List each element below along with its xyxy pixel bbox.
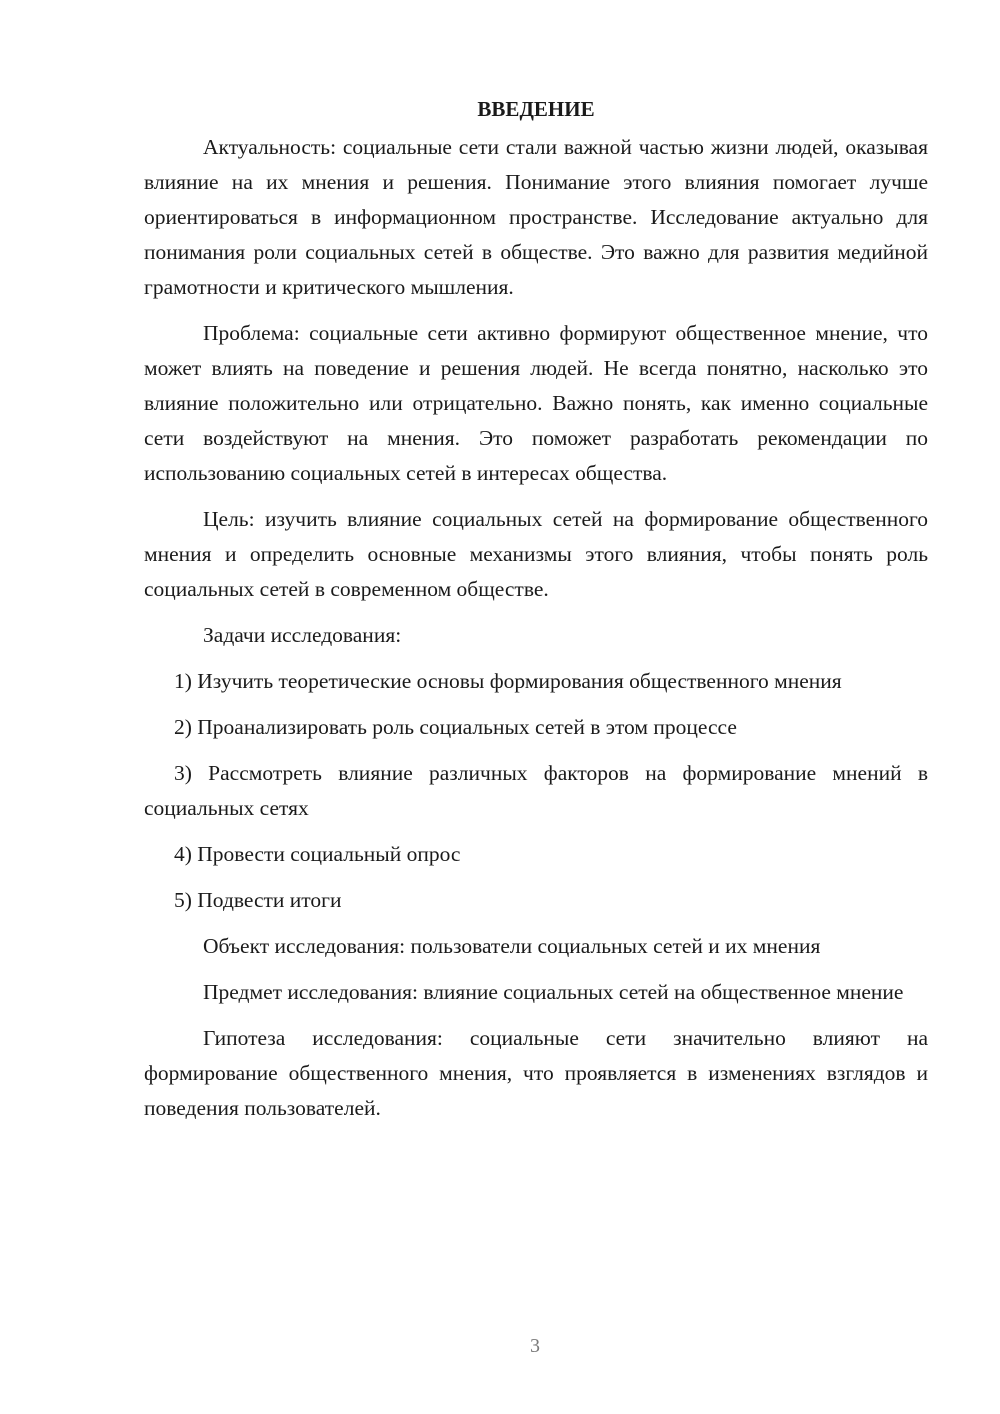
object-paragraph: Объект исследования: пользователи социальных сетей и их мнения bbox=[203, 934, 821, 958]
tasks-heading: Задачи исследования: bbox=[203, 623, 402, 647]
relevance-paragraph: Актуальность: социальные сети стали важной частью жизни людей, оказывая влияние на их мнения и решения. Понимание этого влияния помогает лучше ориентироваться в информационном пространстве. Исследование актуально для понимания роли социальных сетей в обществе. Это важно для развития медийной грамотности и критического мышления. bbox=[144, 135, 928, 299]
hypothesis-paragraph: Гипотеза исследования: социальные сети значительно влияют на формирование общественного мнения, что проявляется в изменениях взглядов и поведения пользователей. bbox=[144, 1026, 928, 1120]
task-item-3: 3) Рассмотреть влияние различных факторов на формирование мнений в социальных сетях bbox=[144, 761, 928, 820]
task-item-1: 1) Изучить теоретические основы формирования общественного мнения bbox=[174, 669, 842, 693]
page-number: 3 bbox=[530, 1335, 540, 1357]
task-item-4: 4) Провести социальный опрос bbox=[174, 842, 461, 866]
problem-paragraph: Проблема: социальные сети активно формируют общественное мнение, что может влиять на поведение и решения людей. Не всегда понятно, насколько это влияние положительно или отрицательно. Важно понять, как именно социальные сети воздействуют на мнения. Это поможет разработать рекомендации по использованию социальных сетей в интересах общества. bbox=[144, 321, 928, 485]
task-item-2: 2) Проанализировать роль социальных сетей в этом процессе bbox=[174, 715, 737, 739]
page-content bbox=[144, 92, 928, 1126]
goal-paragraph: Цель: изучить влияние социальных сетей на формирование общественного мнения и определить основные механизмы этого влияния, чтобы понять роль социальных сетей в современном обществе. bbox=[144, 507, 928, 601]
subject-paragraph: Предмет исследования: влияние социальных сетей на общественное мнение bbox=[203, 980, 904, 1004]
task-item-5: 5) Подвести итоги bbox=[174, 888, 342, 912]
section-heading: ВВЕДЕНИЕ bbox=[477, 97, 595, 121]
